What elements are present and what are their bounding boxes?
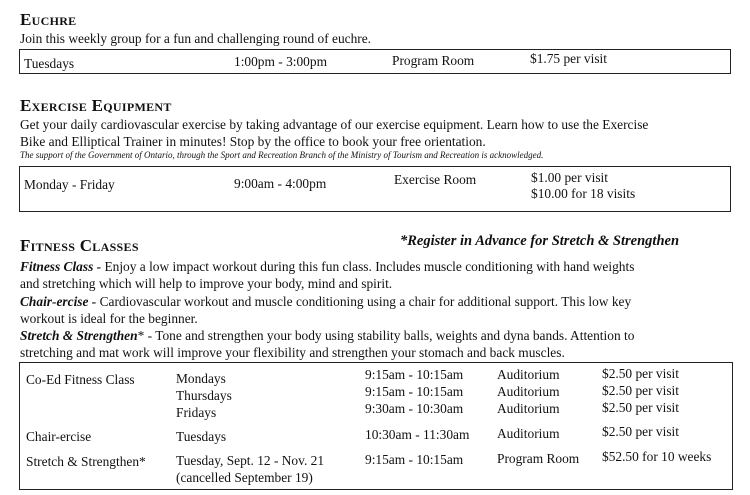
exercise-price-pass: $10.00 for 18 visits [531,186,636,201]
exercise-day: Monday - Friday [24,177,115,192]
chair-time: 10:30am - 11:30am [365,427,470,442]
fitness-class-desc-line1 [20,259,634,275]
coed-price-1: $2.50 per visit [602,366,679,381]
euchre-time: 1:00pm - 3:00pm [234,54,327,69]
exercise-room: Exercise Room [394,172,477,187]
exercise-time: 9:00am - 4:00pm [234,176,327,191]
exercise-description-line2: Bike and Elliptical Trainer in minutes! Stop by the office to book your free orientation. [20,134,486,149]
coed-room-3: Auditorium [497,401,560,416]
euchre-day: Tuesdays [24,56,75,71]
chair-class-name: Chair-ercise [26,429,92,444]
chair-ercise-desc-line2: workout is ideal for the beginner. [20,311,198,326]
stretch-desc-line2: stretching and mat work will improve your flexibility and strengthen your stomach and back muscles. [20,345,565,360]
chair-ercise-desc-line1 [20,294,631,310]
fitness-class-name: Fitness Class - [20,259,102,274]
coed-room-2: Auditorium [497,384,560,399]
coed-day-3: Fridays [176,405,217,420]
stretch-price: $52.50 for 10 weeks [602,449,712,464]
exercise-price-visit: $1.00 per visit [531,170,608,185]
coed-price-2: $2.50 per visit [602,383,679,398]
chair-room: Auditorium [497,426,560,441]
coed-price-3: $2.50 per visit [602,400,679,415]
chair-price: $2.50 per visit [602,424,679,439]
stretch-room: Program Room [497,451,580,466]
stretch-day: Tuesday, Sept. 12 - Nov. 21 [176,453,325,468]
euchre-schedule-box [19,49,731,74]
euchre-room: Program Room [392,53,475,68]
stretch-cancelled-note: (cancelled September 19) [176,470,313,485]
register-notice: *Register in Advance for Stretch & Strengthen [400,233,680,249]
stretch-class-name: Stretch & Strengthen* [26,454,146,469]
ontario-acknowledgement: The support of the Government of Ontario, through the Sport and Recreation Branch of the Ministry of Tourism and Recreation is acknowledged. [20,150,544,160]
fitness-class-desc-line2: and stretching which will help to improve your body, mind and spirit. [20,276,393,291]
chair-ercise-text: Cardiovascular workout and muscle conditioning using a chair for additional support. This low key [96,294,632,309]
coed-day-2: Thursdays [176,388,232,403]
euchre-description: Join this weekly group for a fun and challenging round of euchre. [20,31,372,46]
euchre-heading: Euchre [20,10,77,29]
coed-room-1: Auditorium [497,367,560,382]
chair-day: Tuesdays [176,429,227,444]
fitness-class-text: Enjoy a low impact workout during this fun class. Includes muscle conditioning with hand weights [101,259,635,274]
coed-time-3: 9:30am - 10:30am [365,401,464,416]
coed-class-name: Co-Ed Fitness Class [26,372,135,387]
fitness-heading: Fitness Classes [20,236,139,255]
stretch-text: - Tone and strengthen your body using stability balls, weights and dyna bands. Attention to [144,328,635,343]
stretch-desc-line1 [20,328,634,344]
chair-ercise-name: Chair-ercise - [20,294,97,309]
exercise-description-line1: Get your daily cardiovascular exercise by taking advantage of our exercise equipment. Learn how to use the Exercise [20,117,649,132]
coed-day-1: Mondays [176,371,226,386]
coed-time-2: 9:15am - 10:15am [365,384,464,399]
stretch-time: 9:15am - 10:15am [365,452,464,467]
exercise-heading: Exercise Equipment [20,96,172,115]
exercise-schedule-box [19,166,731,212]
euchre-price: $1.75 per visit [530,51,607,66]
stretch-name: Stretch & Strengthen [20,328,138,343]
fitness-schedule-box [19,362,733,490]
coed-time-1: 9:15am - 10:15am [365,367,464,382]
stretch-asterisk: * [137,328,145,343]
